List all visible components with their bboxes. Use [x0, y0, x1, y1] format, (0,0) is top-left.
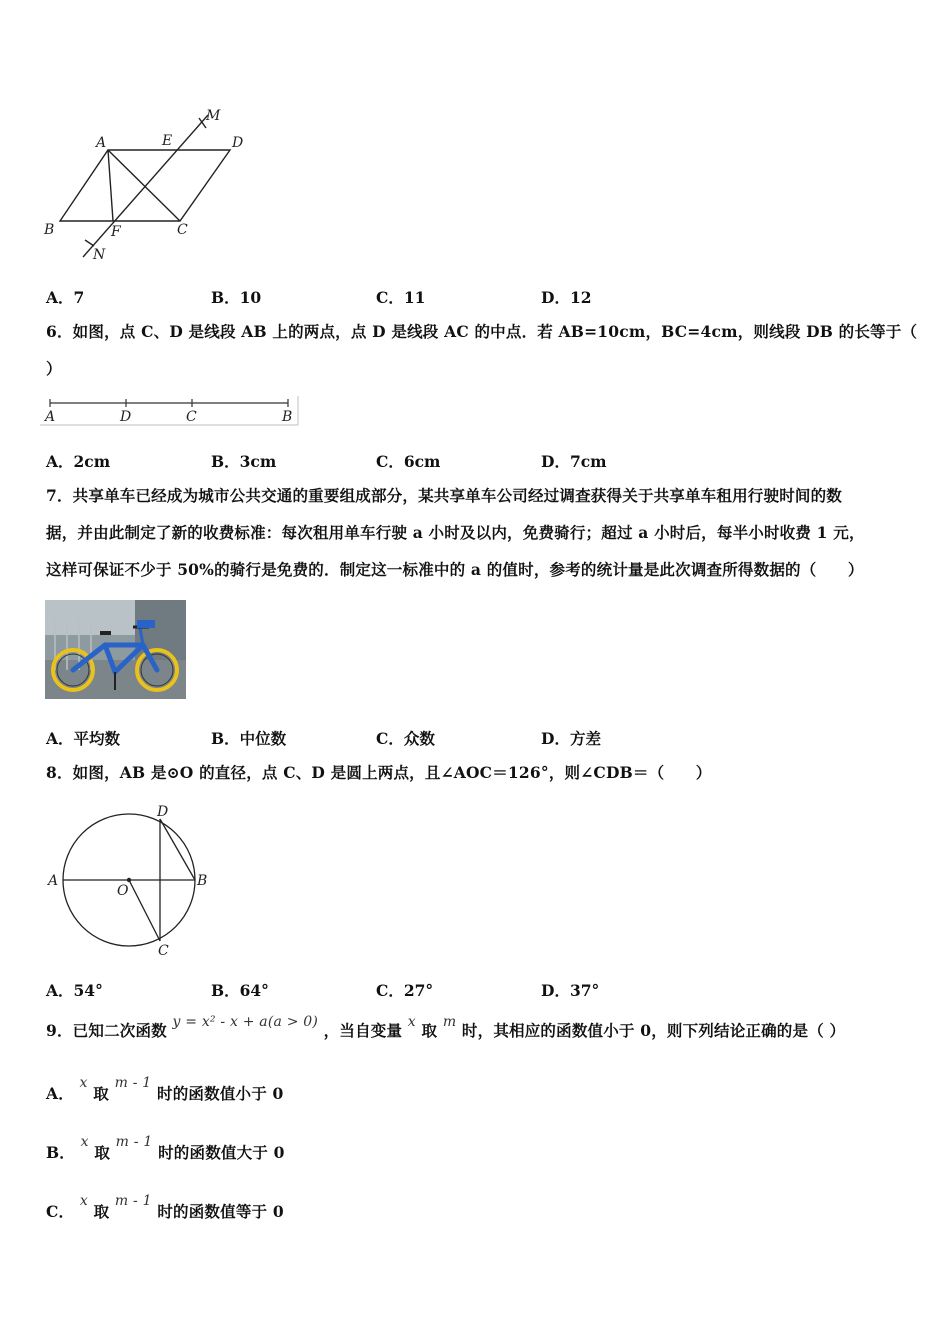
q6-option-d: D．7cm — [541, 452, 607, 471]
label-n: N — [93, 247, 106, 263]
q7-question-line3: 这样可保证不少于 50%的骑行是免费的．制定这一标准中的 a 的值时，参考的统计量是此次调查所得数据的（ ） — [46, 560, 864, 579]
segment-af — [108, 150, 113, 221]
q5-option-b: B．10 — [211, 288, 262, 307]
q7-option-d: D．方差 — [541, 729, 601, 748]
label-d: D — [120, 409, 132, 425]
diagonal-ac — [108, 150, 180, 221]
q9-question-line — [46, 1014, 845, 1054]
label-d: D — [232, 135, 244, 151]
q6-question-line2: ） — [46, 359, 62, 378]
q9-var-x: x — [407, 1014, 416, 1030]
segment-oc — [129, 880, 160, 941]
q6-option-b: B．3cm — [211, 452, 277, 471]
q9-option-a-take: 取 — [93, 1084, 109, 1103]
label-e: E — [162, 133, 173, 149]
label-b: B — [197, 873, 208, 889]
q9-option-a — [46, 1072, 284, 1104]
q9-option-c-value: m - 1 — [114, 1193, 152, 1209]
q8-option-a: A．54° — [46, 981, 103, 1000]
q6-question-line1: 6．如图，点 C、D 是线段 AB 上的两点，点 D 是线段 AC 的中点．若 AB=10cm，BC=4cm，则线段 DB 的长等于（ — [46, 322, 918, 341]
q9-option-a-x: x — [79, 1075, 88, 1091]
q9-option-a-letter: A． — [46, 1084, 74, 1103]
q7-option-b: B．中位数 — [211, 729, 287, 748]
label-d: D — [157, 804, 169, 820]
label-m: M — [206, 108, 221, 124]
q9-prefix: 9．已知二次函数 — [46, 1021, 167, 1040]
q5-option-c: C．11 — [376, 288, 426, 307]
q9-option-b-take: 取 — [94, 1143, 111, 1162]
q9-var-m: m — [442, 1014, 457, 1030]
q9-option-a-rest: 时的函数值小于 0 — [157, 1084, 284, 1103]
label-a: A — [96, 135, 107, 151]
q9-option-c-letter: C． — [46, 1202, 75, 1221]
q9-option-a-value: m - 1 — [114, 1075, 152, 1091]
label-a: A — [45, 409, 56, 425]
q7-option-c: C．众数 — [376, 729, 435, 748]
q9-suffix: 时，其相应的函数值小于 0，则下列结论正确的是（ ） — [461, 1021, 846, 1040]
label-a: A — [48, 873, 59, 889]
q5-option-d: D．12 — [541, 288, 592, 307]
label-c: C — [186, 409, 197, 425]
q9-option-c-x: x — [79, 1193, 88, 1209]
q9-mid1: ，当自变量 — [323, 1021, 403, 1040]
q5-parallelogram-figure — [38, 100, 258, 268]
q9-option-c-rest: 时的函数值等于 0 — [157, 1202, 284, 1221]
q7-question-line1: 7．共享单车已经成为城市公共交通的重要组成部分，某共享单车公司经过调查获得关于共享单车租用行驶时间的数 — [46, 486, 842, 505]
q9-option-b-x: x — [80, 1134, 89, 1150]
q5-option-a: A．7 — [46, 288, 85, 307]
q9-function-expression: y = x² - x + a(a > 0) — [172, 1014, 319, 1030]
label-c: C — [177, 222, 188, 238]
q9-option-b-rest: 时的函数值大于 0 — [158, 1143, 285, 1162]
parallelogram-abcd — [60, 150, 230, 221]
label-o: O — [117, 883, 129, 899]
shared-bike-photo — [45, 600, 186, 699]
label-c: C — [158, 943, 169, 959]
q9-option-b-letter: B． — [46, 1143, 76, 1162]
q8-question-line1: 8．如图，AB 是⊙O 的直径，点 C、D 是圆上两点，且∠AOC＝126°，则∠CDB＝（ ） — [46, 763, 712, 782]
center-point — [127, 878, 131, 882]
label-b: B — [282, 409, 293, 425]
q8-option-d: D．37° — [541, 981, 600, 1000]
q8-circle-figure — [42, 800, 222, 960]
q7-option-a: A．平均数 — [46, 729, 121, 748]
q8-option-c: C．27° — [376, 981, 434, 1000]
q6-option-c: C．6cm — [376, 452, 441, 471]
q6-option-a: A．2cm — [46, 452, 111, 471]
q9-option-c-take: 取 — [93, 1202, 110, 1221]
arc-mark-n — [85, 240, 94, 246]
q9-mid2: 取 — [421, 1021, 438, 1040]
q6-segment-figure — [40, 394, 302, 428]
segment-db — [160, 819, 195, 880]
label-f: F — [111, 224, 121, 240]
label-b: B — [44, 222, 55, 238]
q8-option-b: B．64° — [211, 981, 269, 1000]
q9-option-b-value: m - 1 — [115, 1134, 153, 1150]
q7-question-line2: 据，并由此制定了新的收费标准：每次租用单车行驶 a 小时及以内，免费骑行；超过 a 小时后，每半小时收费 1 元， — [46, 523, 865, 542]
q9-option-c — [46, 1190, 284, 1222]
q9-option-b — [46, 1131, 285, 1163]
